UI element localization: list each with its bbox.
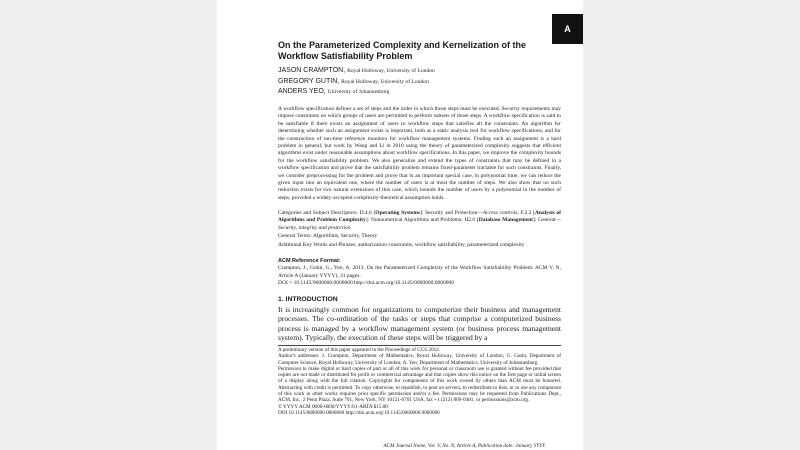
footnote-line: Permission to make digital or hard copies of part or all of this work for personal or classroom use is granted without fee provided that copies are not made or distributed for profit or commercial advantage and that copies show this notice on the first page or initial screen of a display along with the full citation. Copyrights for components of this work owned by others than ACM must be honored. Abstracting with credit is permitted. To copy otherwise, to republish, to post on servers, to redistribute to lists, or to use any component of this work in other works requires prior specific permission and/or a fee. Permissions may be requested from Publications Dept., ACM, Inc., 2 Penn Plaza, Suite 701, New York, NY 10121-0701 USA, fax +1 (212) 869-0481, or permissions@acm.org. [278,365,561,404]
descriptor-title: Database Management [478,217,534,224]
author-name: JASON CRAMPTON, [278,67,346,74]
footnote-line: © YYYY ACM 0000-0000/YYYY/01-ARTA $15.00 [278,403,388,410]
descriptor-code: ; F.2.2 [ [517,210,535,216]
author-list [278,66,568,98]
introduction-paragraph: It is increasingly common for organizations to computerize their business and management processes. The co-ordination of the tasks or steps that comprise a computerized business process is managed by a workflow management system (or business process management system). Typically, the execution of these steps will be triggered by a [278,305,561,343]
keywords: Additional Key Words and Phrases: authorization constraints, workflow satisfiability, parameterized complexity [278,242,525,248]
running-footer: ACM Journal Name, Vol. V, No. N, Article A, Publication date: January YYYY. [383,443,546,449]
subject-descriptors [278,210,561,232]
author-line [278,77,568,88]
paper-page [217,0,583,450]
descriptor-title: Operating Systems [375,210,421,216]
acm-reference [278,258,561,288]
footnote-line: Author's addresses: J. Crampton, Department of Mathematics, Royal Holloway, University of London; G. Gutin, Department of Computer Science, Royal Holloway, University of London; A. Yeo, Department of Mathematics, University of Johannesburg [278,353,561,366]
author-affiliation: Royal Holloway, University of London [341,78,429,85]
descriptor-title: Analysis of Algorithms and Problem Complexity [278,210,561,224]
author-name: GREGORY GUTIN, [278,77,340,85]
descriptor-text: ]: General— [533,217,562,224]
footnote-line: A preliminary version of this paper appeared in the Proceedings of CCS 2012. [278,347,441,353]
descriptor-code: D.4.6 [ [359,210,376,216]
author-affiliation: University of Johannesburg [327,89,390,95]
footnotes [278,347,561,416]
paper-title: On the Parameterized Complexity and Kernelization of the Workflow Satisfiability Problem [278,40,527,61]
author-line [278,87,568,98]
author-line [278,66,568,77]
author-affiliation: Royal Holloway, University of London [347,68,435,74]
footnote-divider [278,345,561,346]
abstract: A workflow specification defines a set of steps and the order in which those steps must be executed. Security requirements may impose constraints on which groups of users are permitted to perform subsets of those steps. A workflow specification is said to be satisfiable if there exists an assignment of users to workflow steps that satisfies all the constraints. An algorithm for determining whether such an assignment exists is important, both as a static analysis tool for workflow specifications, and for the construction of run-time reference monitors for workflow management systems. Finding such an assignment is a hard problem in general, but work by Wang and Li in 2010 using the theory of parameterized complexity suggests that efficient algorithms exist under reasonable assumptions about workflow specifications. In this paper, we improve the complexity bounds for the workflow satisfiability problem. We also generalize and extend the types of constraints that may be defined in a workflow specification and prove that the satisfiability problem remains fixed-parameter tractable for such constraints. Finally, we consider preprocessing for the problem and prove that in an important special case, in polynomial time, we can reduce the given input into an equivalent one, where the number of users is at most the number of steps. We also show that no such reduction exists for two natural extensions of this case, which bounds the number of users by a polynomial in the number of steps, provided a widely-accepted complexity-theoretical assumption holds. [278,106,561,201]
footnote-line: DOI 10.1145/0000000.0000000 http://doi.acm.org/10.1145/0000000.0000000 [278,409,440,416]
section-heading: 1. INTRODUCTION [278,296,338,303]
acm-reference-doi: DOI = 10.1145/0000000.0000000 http://doi.acm.org/10.1145/0000000.0000000 [278,280,454,287]
descriptor-item: Security, integrity and protection [278,224,351,231]
descriptor-text: ]: Nonnumerical Algorithms and Problems; H2.0 [ [365,217,479,224]
descriptor-label: Categories and Subject Descriptors: [278,210,358,216]
acm-reference-label: ACM Reference Format: [278,258,341,264]
general-terms: General Terms: Algorithms, Security, Theory [278,233,378,239]
article-letter-tab: A [552,14,583,44]
acm-reference-citation: Crampton, J., Gutin, G., Yeo, A. 2013. On the Parameterized Complexity of the Workflow Satisfiability Problem. ACM V, N, Article A (January YYYY), 31 pages. [278,265,561,279]
descriptor-item: Access controls [482,210,518,216]
author-name: ANDERS YEO, [278,88,326,95]
descriptor-text: ]: Security and Protection— [420,210,483,216]
